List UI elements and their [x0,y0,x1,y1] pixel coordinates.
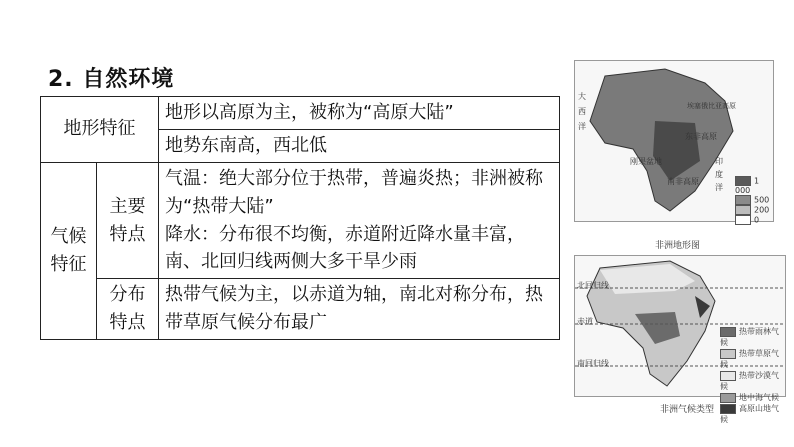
terrain-row-2: 地势东南高，西北低 [159,129,560,162]
legend-savanna: 热带草原气候 [720,349,779,369]
legend-highland: 高原山地气候 [720,404,779,424]
climate-label: 气候特征 [41,162,97,339]
elevation-legend [735,176,773,225]
elevation-1000: 1 000 [735,176,760,195]
climate-legend [720,326,785,425]
map1-label-8: 洋 [715,183,723,192]
main-features-cell [159,162,560,279]
tropic-of-capricorn-label: 南回归线 [577,359,609,368]
elevation-0: 0 [754,215,760,225]
climate-map-caption: 非洲气候类型 [660,405,715,415]
terrain-label: 地形特征 [41,97,159,163]
map1-label-0: 大 [578,92,586,101]
environment-table [40,96,560,340]
distribution-text: 热带气候为主，以赤道为轴，南北对称分布，热带草原气候分布最广 [159,279,560,340]
equator-label: 赤道 [577,317,593,326]
map1-label-5: 南非高原 [667,177,699,186]
precipitation-text: 降水：分布很不均衡，赤道附近降水量丰富，南、北回归线两侧大多干旱少雨 [165,223,525,273]
map1-label-4: 东非高原 [685,132,717,141]
legend-desert: 热带沙漠气候 [720,371,779,391]
africa-terrain-map [574,60,774,225]
terrain-map-caption: 非洲地形图 [655,241,701,251]
terrain-row-1: 地形以高原为主，被称为“高原大陆” [159,97,560,130]
map1-label-6: 印 [715,157,723,166]
map1-label-7: 度 [715,170,723,179]
legend-rainforest: 热带雨林气候 [720,327,779,347]
map1-label-1: 西 [578,107,586,116]
legend-mediterranean: 地中海气候 [739,393,779,402]
main-features-label: 主要特点 [96,162,158,279]
distribution-label: 分布特点 [96,279,158,340]
elevation-200: 200 [754,205,770,215]
map1-label-9: 埃塞俄比亚高原 [687,102,736,110]
map1-label-2: 洋 [578,122,586,131]
map1-label-3: 刚果盆地 [630,157,662,166]
elevation-500: 500 [754,195,770,205]
temperature-text: 气温：绝大部分位于热带，普遍炎热；非洲被称为“热带大陆” [165,167,543,217]
tropic-of-cancer-label: 北回归线 [577,281,609,290]
section-heading: 2. 自然环境 [48,67,175,92]
